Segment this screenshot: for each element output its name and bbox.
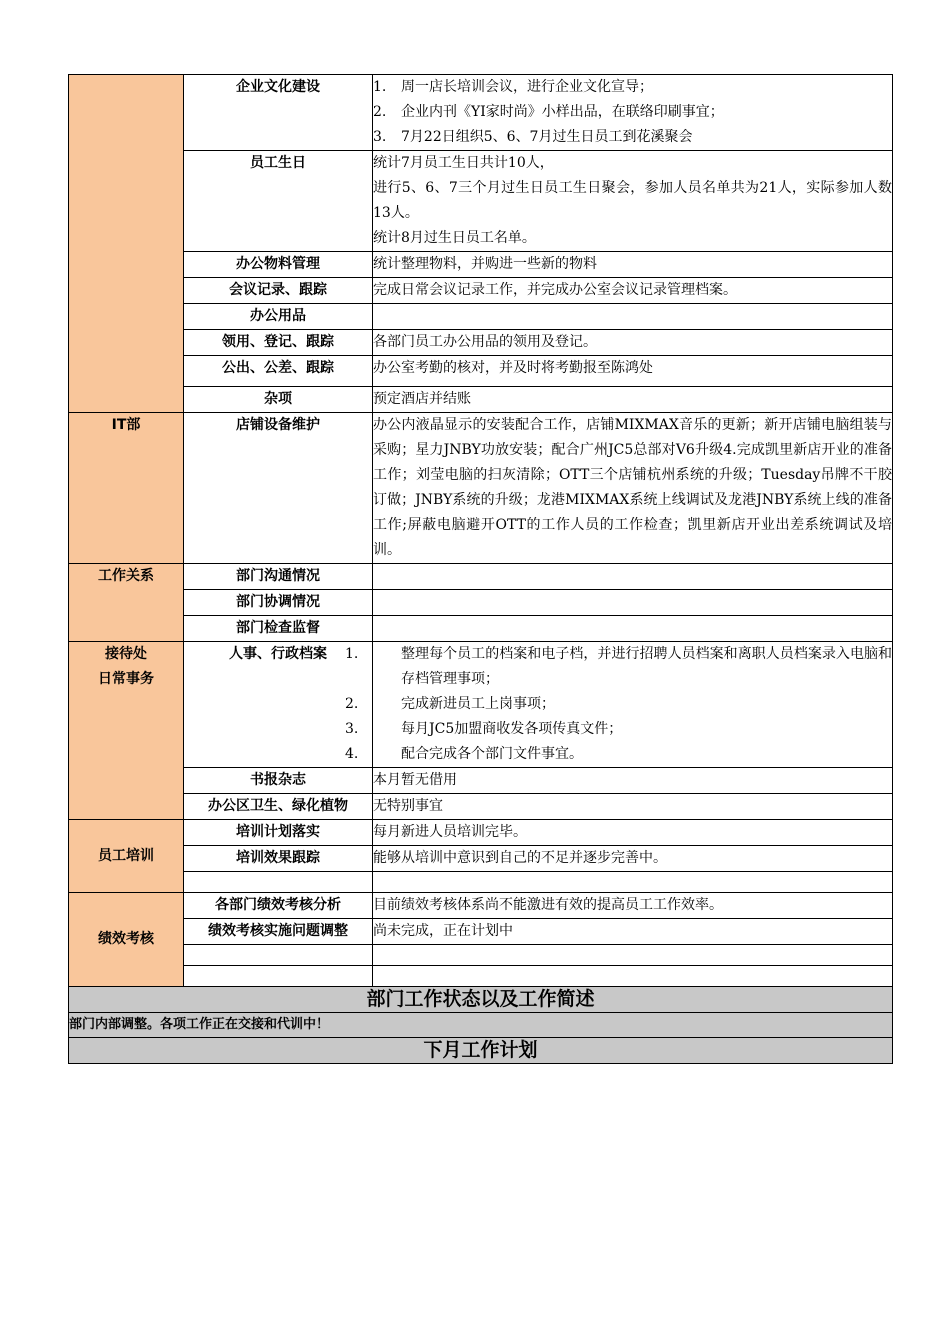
meeting-content: 完成日常会议记录工作，并完成办公室会议记录管理档案。 (373, 278, 893, 304)
supplies-mgmt-content: 统计整理物料，并购进一些新的物料 (373, 252, 893, 278)
reception-category-line-2: 日常事务 (98, 671, 154, 687)
status-note: 部门内部调整。各项工作正在交接和代训中！ (69, 1013, 893, 1038)
training-empty-content (373, 872, 893, 893)
performance-adjust-label: 绩效考核实施问题调整 (184, 919, 373, 945)
misc-label: 杂项 (184, 387, 373, 413)
birthday-line-1: 统计7月员工生日共计10人， (373, 155, 554, 171)
culture-label: 企业文化建设 (184, 75, 373, 151)
relations-inspect-content (373, 616, 893, 642)
it-content: 办公内液晶显示的安装配合工作，店铺MIXMAX音乐的更新；新开店铺电脑组装与采购；星力JNBY功放安装；配合广州JC5总部对V6升级4.完成凯里新店开业的准备工作；刘莹电脑的扫灰清除；OTT三个店铺杭州系统的升级；Tuesday吊牌不干胶订做；JNBY系统的升级；龙港MIXMAX系统上线调试及龙港JNBY系统上线的准备工作;屏蔽电脑避开OTT的工作人员的工作检查；凯里新店开业出差系统调试及培训。 (373, 413, 893, 564)
status-heading: 部门工作状态以及工作简述 (69, 987, 893, 1013)
culture-content (373, 75, 893, 151)
reception-category-line-1: 接待处 (105, 646, 147, 662)
training-empty-label (184, 872, 373, 893)
monthly-report-table (68, 74, 893, 1064)
birthday-line-2: 进行5、6、7三个月过生日员工生日聚会，参加人员名单共为21人，实际参加人数13人。 (373, 180, 892, 221)
relations-comm-label: 部门沟通情况 (184, 564, 373, 590)
performance-empty-content-1 (373, 945, 893, 966)
reception-category (69, 642, 184, 820)
supplies-mgmt-label: 办公物料管理 (184, 252, 373, 278)
training-plan-label: 培训计划落实 (184, 820, 373, 846)
performance-empty-label-2 (184, 966, 373, 987)
archives-item-4: 4. 配合完成各个部门文件事宜。 (345, 746, 583, 762)
birthday-content (373, 151, 893, 252)
business-trip-content: 办公室考勤的核对，并及时将考勤报至陈鸿处 (373, 356, 893, 387)
office-supplies-label: 办公用品 (184, 304, 373, 330)
birthday-line-3: 统计8月过生日员工名单。 (373, 230, 536, 246)
culture-item-2: 2. 企业内刊《YI家时尚》小样出品，在联络印刷事宜； (373, 104, 724, 120)
admin-category-cell (69, 75, 184, 413)
performance-empty-content-2 (373, 966, 893, 987)
archives-item-2: 2. 完成新进员工上岗事项； (345, 696, 555, 712)
relations-coord-content (373, 590, 893, 616)
performance-adjust-content: 尚未完成，正在计划中 (373, 919, 893, 945)
birthday-label: 员工生日 (184, 151, 373, 252)
archives-content (345, 642, 893, 768)
archives-label: 人事、行政档案 (184, 642, 373, 768)
relations-inspect-label: 部门检查监督 (184, 616, 373, 642)
training-category: 员工培训 (69, 820, 184, 893)
culture-item-1: 1. 周一店长培训会议，进行企业文化宣导； (373, 79, 653, 95)
it-category: IT部 (69, 413, 184, 564)
relations-comm-content (373, 564, 893, 590)
relations-coord-label: 部门协调情况 (184, 590, 373, 616)
culture-item-3: 3. 7月22日组织5、6、7月过生日员工到花溪聚会 (373, 129, 693, 145)
next-month-heading: 下月工作计划 (69, 1038, 893, 1064)
training-effect-label: 培训效果跟踪 (184, 846, 373, 872)
greening-content: 无特别事宜 (373, 794, 893, 820)
archives-item-3: 3. 每月JC5加盟商收发各项传真文件； (345, 721, 623, 737)
performance-empty-label-1 (184, 945, 373, 966)
books-content: 本月暂无借用 (373, 768, 893, 794)
archives-item-1: 1. 整理每个员工的档案和电子档，并进行招聘人员档案和离职人员档案录入电脑和存档管理事项； (345, 646, 892, 687)
meeting-label: 会议记录、跟踪 (184, 278, 373, 304)
business-trip-label: 公出、公差、跟踪 (184, 356, 373, 387)
requisition-label: 领用、登记、跟踪 (184, 330, 373, 356)
performance-analysis-label: 各部门绩效考核分析 (184, 893, 373, 919)
it-label: 店铺设备维护 (184, 413, 373, 564)
office-supplies-content (373, 304, 893, 330)
performance-category: 绩效考核 (69, 893, 184, 987)
misc-content: 预定酒店并结账 (373, 387, 893, 413)
training-plan-content: 每月新进人员培训完毕。 (373, 820, 893, 846)
training-effect-content: 能够从培训中意识到自己的不足并逐步完善中。 (373, 846, 893, 872)
greening-label: 办公区卫生、绿化植物 (184, 794, 373, 820)
requisition-content: 各部门员工办公用品的领用及登记。 (373, 330, 893, 356)
books-label: 书报杂志 (184, 768, 373, 794)
relations-category: 工作关系 (69, 564, 184, 642)
performance-analysis-content: 目前绩效考核体系尚不能激进有效的提高员工工作效率。 (373, 893, 893, 919)
